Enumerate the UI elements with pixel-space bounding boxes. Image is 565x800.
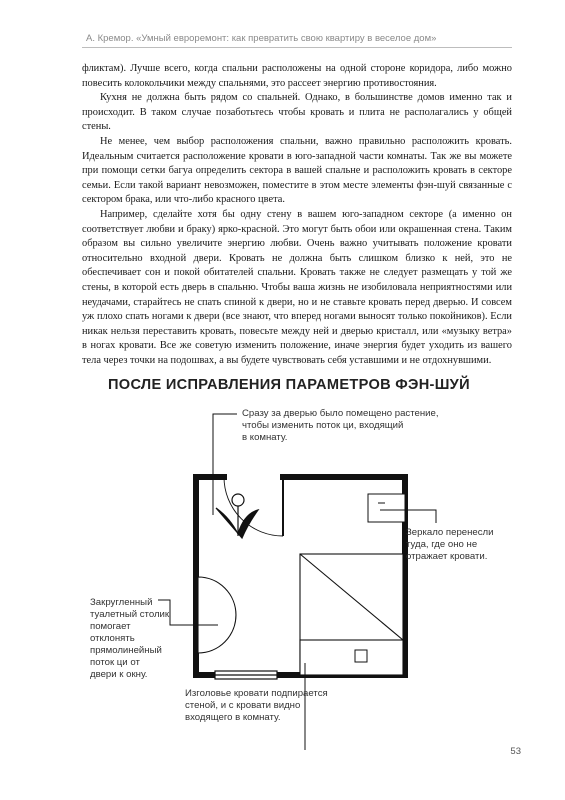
annotation-plant <box>242 408 439 444</box>
page-number: 53 <box>510 746 521 757</box>
paragraph-1: фликтам). Лучше всего, когда спальни расположены на одной стороне коридора, либо можно повесить колокольчики между спальнями, это рассеет энергию противостояния. <box>82 63 512 89</box>
window <box>215 671 277 679</box>
mirror-cabinet <box>368 494 405 522</box>
annotation-headboard-line-2: стеной, и с кровати видно <box>185 700 301 711</box>
annotation-table-line-4: отклонять <box>90 633 135 644</box>
annotation-table-line-2: туалетный столик <box>90 609 170 620</box>
running-header: А. Кремор. «Умный евроремонт: как превратить свою квартиру в веселое дом» <box>86 33 437 44</box>
annotation-table-line-1: Закругленный <box>90 597 153 608</box>
annotation-plant-line-3: в комнату. <box>242 432 288 443</box>
annotation-table <box>90 597 169 681</box>
annotation-mirror-line-1: Зеркало перенесли <box>406 527 494 538</box>
annotation-headboard-line-3: входящего в комнату. <box>185 712 281 723</box>
paragraph-3: Не менее, чем выбор расположения спальни, важно правильно расположить кровать. Идеальным считается расположение кровати в юго-западной части комнаты. Так же вы можете при помощи сетки багуа определить сектора в вашей спальне и расположить кровать в секторе семьи. Если такой вариант невозможен, поместите в этом месте элементы фэн-шуй связанные с сектором брака, или что-либо красного цвета. <box>82 135 512 206</box>
annotation-table-line-6: поток ци от <box>90 657 140 668</box>
annotation-mirror <box>406 527 494 563</box>
annotation-table-line-7: двери к окну. <box>90 669 148 680</box>
annotation-table-line-5: прямолинейный <box>90 645 162 656</box>
annotation-headboard-line-1: Изголовье кровати подпирается <box>185 688 328 699</box>
diagram-title: ПОСЛЕ ИСПРАВЛЕНИЯ ПАРАМЕТРОВ ФЭН-ШУЙ <box>108 377 470 393</box>
dressing-table <box>198 577 236 653</box>
annotation-table-line-3: помогает <box>90 621 131 632</box>
annotation-plant-line-2: чтобы изменить поток ци, входящий <box>242 420 404 431</box>
annotation-mirror-line-2: туда, где оно не <box>406 539 478 550</box>
paragraph-4: Например, сделайте хотя бы одну стену в вашем юго-западном секторе (а именно он соответствует любви и браку) ярко-красной. Это могут быть обои или окрашенная стена. Таким образом вы сильно увеличите энергию любви. Очень важно учитывать положение кровати относительно входной двери. Кровать не должна быть слишком близко к ней, это не обеспечивает сон и покой обитателей спальни. Кровать также не следует размещать у той же стены, в которой есть дверь в спальню. Чтобы ваша жизнь не изобиловала неприятностями или неудачами, старайтесь не спать спиной к двери, но и не ставьте кровать перед дверью. И совсем уж плохо спать ногами к двери (все знают, что вперед ногами выносят только покойников). Если никак нельзя переставить кровать, повесьте между ней и дверью кристалл, или «музыку ветра» в ногах кровати. Все же советую изменить положение, иначе энергия будет уходить из вашего тела через точки на подошвах, а вы будете чувствовать себя уставшими и не отдохнувшими. <box>82 208 512 366</box>
annotation-mirror-line-3: отражает кровати. <box>406 551 488 562</box>
annotation-plant-line-1: Сразу за дверью было помещено растение, <box>242 408 439 419</box>
nightstand <box>355 650 367 662</box>
annotation-headboard <box>185 688 328 724</box>
plant-icon <box>216 494 258 538</box>
bed <box>300 554 403 675</box>
paragraph-2: Кухня не должна быть рядом со спальней. Однако, в большинстве домов именно так и происходит. В таком случае позаботьтесь чтобы кровать и плита не располагались у общей стены. <box>82 92 512 133</box>
